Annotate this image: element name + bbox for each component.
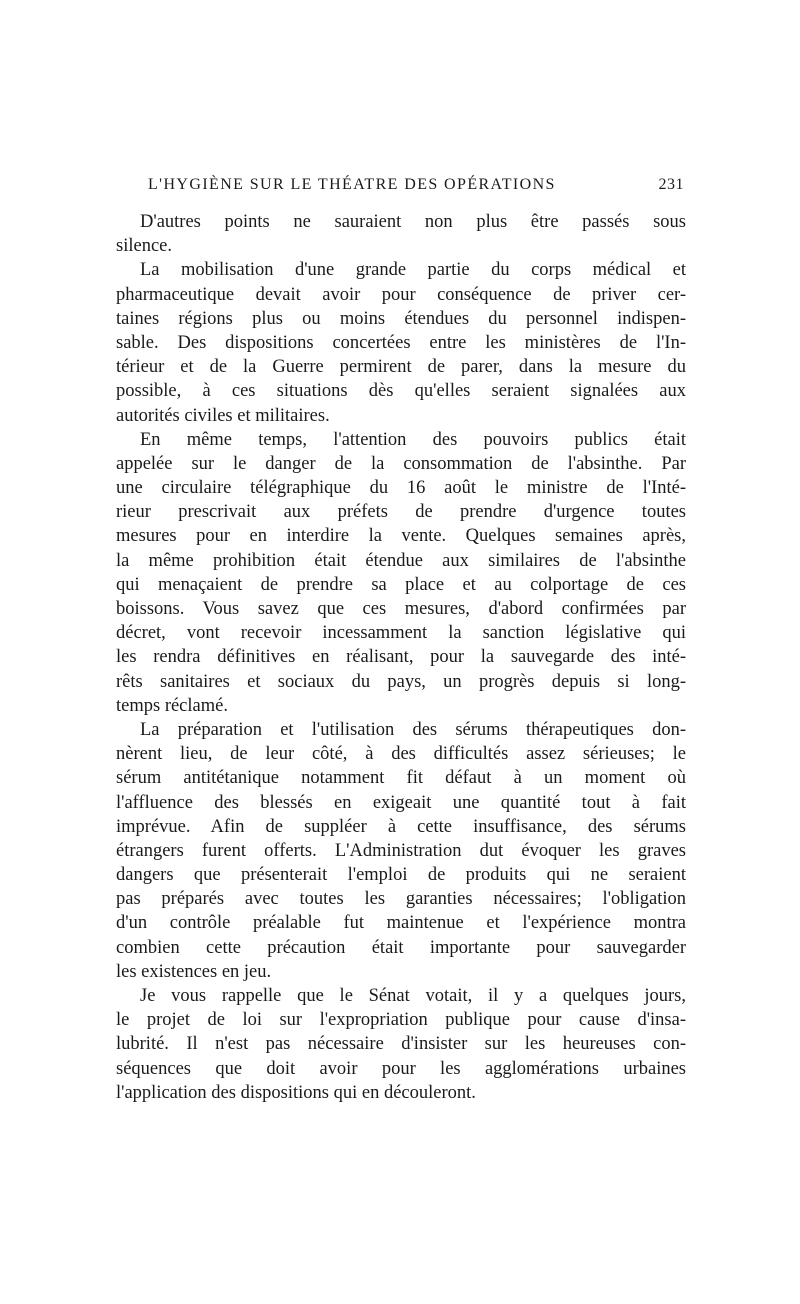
text-line: autorités civiles et militaires. — [116, 405, 330, 426]
text-line: une circulaire télégraphique du 16 août le ministre de l'Inté- — [116, 478, 686, 499]
paragraph — [116, 428, 686, 718]
text-line: La préparation et l'utilisation des sérums thérapeutiques don- — [140, 719, 686, 740]
text-line: temps réclamé. — [116, 695, 228, 716]
text-line: pas préparés avec toutes les garanties nécessaires; l'obligation — [116, 889, 686, 910]
text-line: dangers que présenterait l'emploi de produits qui ne seraient — [116, 865, 686, 886]
text-line: lubrité. Il n'est pas nécessaire d'insister sur les heureuses con- — [116, 1034, 686, 1055]
text-line: sérum antitétanique notamment fit défaut à un moment où — [116, 768, 686, 789]
text-line: combien cette précaution était importante pour sauvegarder — [116, 937, 686, 958]
page-number: 231 — [658, 176, 684, 193]
text-line: rieur prescrivait aux préfets de prendre d'urgence toutes — [116, 502, 686, 523]
text-line: taines régions plus ou moins étendues du personnel indispen- — [116, 308, 686, 329]
text-line: La mobilisation d'une grande partie du corps médical et — [140, 260, 686, 281]
paragraph — [116, 718, 686, 984]
running-title: L'HYGIÈNE SUR LE THÉATRE DES OPÉRATIONS — [148, 176, 556, 193]
text-line: pharmaceutique devait avoir pour conséquence de priver cer- — [116, 284, 686, 305]
text-line: silence. — [116, 236, 172, 257]
text-line: sable. Des dispositions concertées entre les ministères de l'In- — [116, 332, 686, 353]
text-line: possible, à ces situations dès qu'elles seraient signalées aux — [116, 381, 686, 402]
text-line: le projet de loi sur l'expropriation publique pour cause d'insa- — [116, 1010, 686, 1031]
text-line: D'autres points ne sauraient non plus être passés sous — [140, 212, 686, 232]
text-line: appelée sur le danger de la consommation de l'absinthe. Par — [116, 453, 686, 474]
text-line: Je vous rappelle que le Sénat votait, il y a quelques jours, — [140, 986, 686, 1006]
text-line: la même prohibition était étendue aux similaires de l'absinthe — [116, 550, 686, 571]
paragraph — [116, 210, 686, 258]
text-line: les rendra définitives en réalisant, pour la sauvegarde des inté- — [116, 647, 686, 668]
body-text — [116, 210, 686, 1105]
paragraph — [116, 984, 686, 1105]
text-line: d'un contrôle préalable fut maintenue et l'expérience montra — [116, 913, 686, 934]
text-line: décret, vont recevoir incessamment la sanction législative qui — [116, 623, 686, 644]
text-line: En même temps, l'attention des pouvoirs publics était — [140, 429, 686, 450]
text-line: térieur et de la Guerre permirent de parer, dans la mesure du — [116, 357, 686, 378]
text-line: nèrent lieu, de leur côté, à des difficultés assez sérieuses; le — [116, 744, 686, 765]
text-line: mesures pour en interdire la vente. Quelques semaines après, — [116, 526, 686, 547]
text-line: l'affluence des blessés en exigeait une quantité tout à fait — [116, 792, 686, 813]
text-line: étrangers furent offerts. L'Administration dut évoquer les graves — [116, 840, 686, 861]
text-line: imprévue. Afin de suppléer à cette insuffisance, des sérums — [116, 816, 686, 837]
text-line: les existences en jeu. — [116, 961, 272, 982]
text-line: séquences que doit avoir pour les agglomérations urbaines — [116, 1058, 686, 1079]
running-head — [148, 176, 684, 200]
paragraph — [116, 258, 686, 427]
text-line: l'application des dispositions qui en découleront. — [116, 1082, 476, 1103]
text-line: qui menaçaient de prendre sa place et au colportage de ces — [116, 574, 686, 595]
text-line: rêts sanitaires et sociaux du pays, un progrès depuis si long- — [116, 671, 686, 692]
text-line: boissons. Vous savez que ces mesures, d'abord confirmées par — [116, 599, 686, 619]
